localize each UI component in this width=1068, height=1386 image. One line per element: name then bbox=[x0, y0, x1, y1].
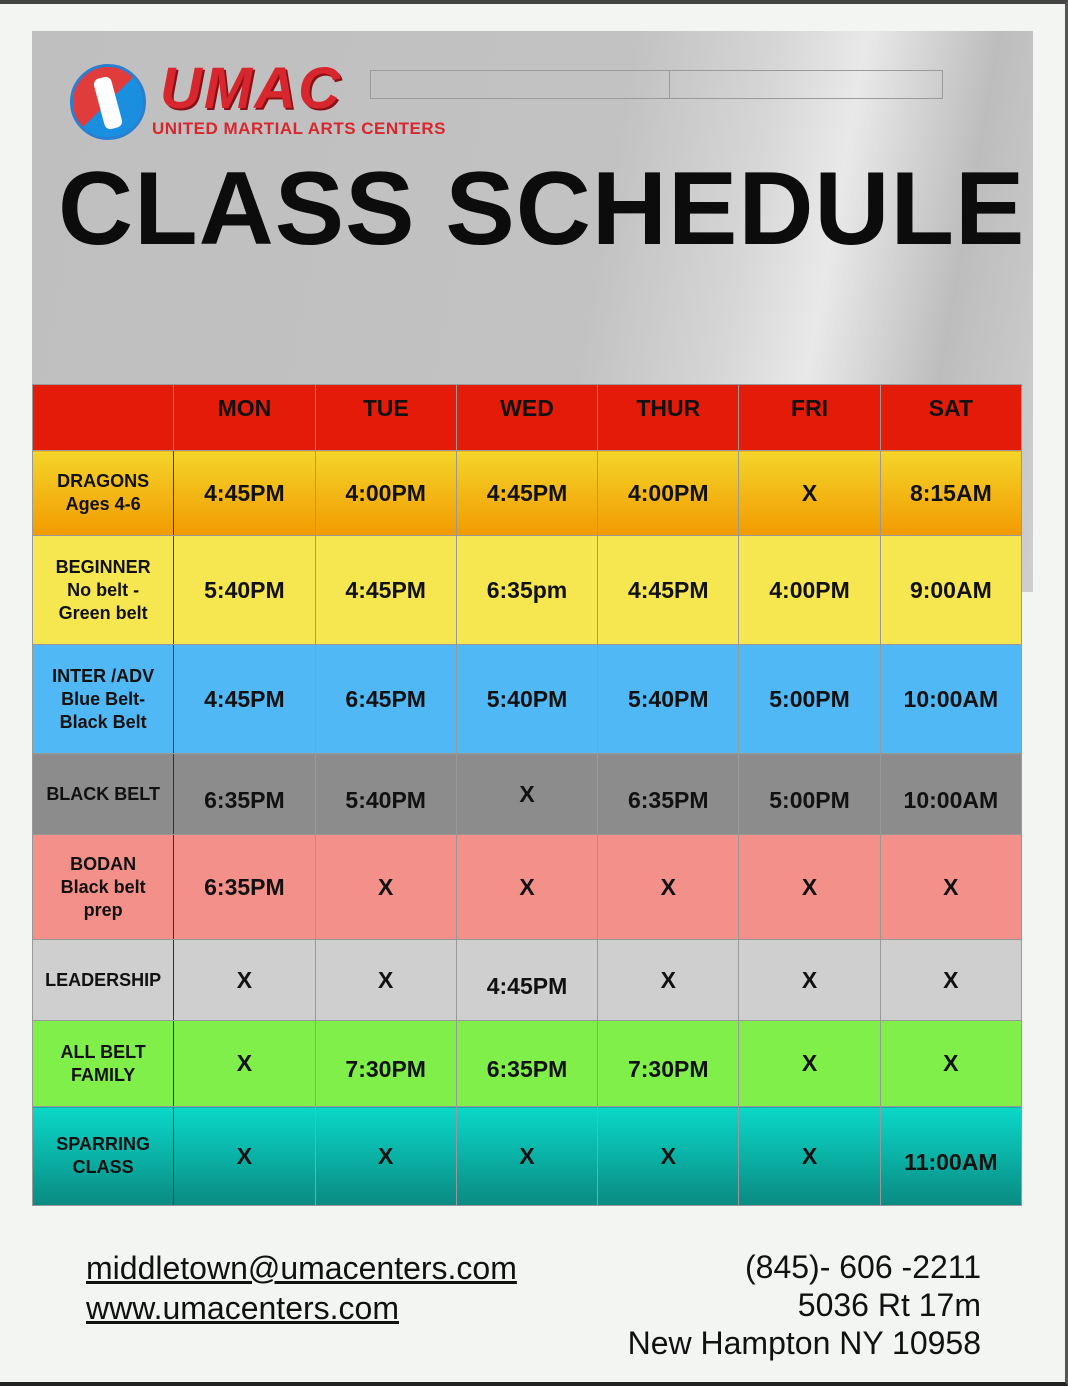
schedule-row bbox=[33, 1107, 1022, 1206]
class-label-line: ALL BELT bbox=[60, 1041, 146, 1062]
class-label bbox=[33, 1107, 174, 1206]
time-cell: 11:00AM bbox=[880, 1107, 1021, 1206]
class-label bbox=[33, 645, 174, 754]
class-label-line: Black belt bbox=[60, 876, 146, 897]
time-cell: X bbox=[880, 835, 1021, 940]
class-label-line: INTER /ADV bbox=[52, 665, 155, 686]
class-label-line: BEGINNER bbox=[55, 556, 151, 577]
time-cell: 4:00PM bbox=[739, 536, 880, 645]
time-cell: X bbox=[174, 1021, 315, 1107]
time-cell: X bbox=[880, 940, 1021, 1021]
time-cell: X bbox=[174, 1107, 315, 1206]
time-cell: X bbox=[456, 1107, 597, 1206]
class-label-line: Black Belt bbox=[59, 711, 147, 732]
time-cell: X bbox=[315, 835, 456, 940]
time-cell: X bbox=[739, 835, 880, 940]
class-label bbox=[33, 1021, 174, 1107]
class-label-line: BLACK BELT bbox=[46, 783, 160, 804]
day-header: THUR bbox=[598, 385, 739, 451]
time-cell: 9:00AM bbox=[880, 536, 1021, 645]
time-cell: 4:45PM bbox=[598, 536, 739, 645]
class-label-line: FAMILY bbox=[70, 1064, 136, 1085]
time-cell: 6:35PM bbox=[598, 754, 739, 835]
time-cell: X bbox=[739, 940, 880, 1021]
time-cell: 4:45PM bbox=[315, 536, 456, 645]
time-cell: 7:30PM bbox=[315, 1021, 456, 1107]
class-label-line: Ages 4-6 bbox=[65, 494, 141, 514]
schedule-table bbox=[32, 384, 1022, 1206]
time-cell: X bbox=[880, 1021, 1021, 1107]
contact-right bbox=[628, 1248, 981, 1362]
time-cell: 4:45PM bbox=[456, 451, 597, 536]
schedule-row bbox=[33, 536, 1022, 645]
corner-cell bbox=[33, 385, 174, 451]
website-link[interactable]: www.umacenters.com bbox=[86, 1290, 399, 1326]
class-label bbox=[33, 536, 174, 645]
schedule-row bbox=[33, 940, 1022, 1021]
time-cell: X bbox=[456, 835, 597, 940]
time-cell: X bbox=[315, 1107, 456, 1206]
time-cell: X bbox=[174, 940, 315, 1021]
time-cell: 4:45PM bbox=[456, 940, 597, 1021]
time-cell: 6:35PM bbox=[174, 835, 315, 940]
time-cell: 5:00PM bbox=[739, 645, 880, 754]
time-cell: 7:30PM bbox=[598, 1021, 739, 1107]
schedule-row bbox=[33, 754, 1022, 835]
time-cell: X bbox=[598, 940, 739, 1021]
class-label bbox=[33, 835, 174, 940]
class-label bbox=[33, 940, 174, 1021]
placeholder-frame bbox=[370, 70, 943, 99]
time-cell: X bbox=[456, 754, 597, 835]
time-cell: 6:35pm bbox=[456, 536, 597, 645]
schedule-row bbox=[33, 645, 1022, 754]
schedule-row bbox=[33, 451, 1022, 536]
time-cell: X bbox=[598, 835, 739, 940]
class-label-line: SPARRING bbox=[56, 1134, 150, 1154]
brand-name: UMAC bbox=[160, 56, 342, 121]
contact-left bbox=[86, 1248, 517, 1328]
class-label-line: Blue Belt- bbox=[61, 688, 146, 709]
time-cell: X bbox=[739, 1107, 880, 1206]
day-header: FRI bbox=[739, 385, 880, 451]
brand-subtitle: UNITED MARTIAL ARTS CENTERS bbox=[152, 119, 446, 138]
day-header: SAT bbox=[880, 385, 1021, 451]
time-cell: 5:40PM bbox=[174, 536, 315, 645]
class-label-line: DRAGONS bbox=[57, 471, 150, 491]
email-link[interactable]: middletown@umacenters.com bbox=[86, 1250, 517, 1286]
schedule-row bbox=[33, 835, 1022, 940]
time-cell: 6:35PM bbox=[456, 1021, 597, 1107]
schedule-row bbox=[33, 1021, 1022, 1107]
class-label-line: CLASS bbox=[72, 1157, 134, 1177]
class-label-line: LEADERSHIP bbox=[45, 969, 162, 990]
class-label bbox=[33, 754, 174, 835]
phone: (845)- 606 -2211 bbox=[745, 1249, 981, 1285]
time-cell: 6:35PM bbox=[174, 754, 315, 835]
time-cell: 10:00AM bbox=[880, 645, 1021, 754]
class-label-line: No belt - bbox=[67, 579, 140, 600]
time-cell: 10:00AM bbox=[880, 754, 1021, 835]
day-header: MON bbox=[174, 385, 315, 451]
time-cell: 5:40PM bbox=[315, 754, 456, 835]
time-cell: 4:00PM bbox=[598, 451, 739, 536]
page-title: CLASS SCHEDULE bbox=[58, 151, 1026, 267]
umac-logo-icon bbox=[70, 64, 146, 140]
class-label-line: Green belt bbox=[58, 602, 148, 623]
class-label bbox=[33, 451, 174, 536]
time-cell: X bbox=[739, 1021, 880, 1107]
class-label-line: prep bbox=[83, 899, 123, 920]
time-cell: 6:45PM bbox=[315, 645, 456, 754]
time-cell: 5:40PM bbox=[456, 645, 597, 754]
day-header: TUE bbox=[315, 385, 456, 451]
time-cell: 4:45PM bbox=[174, 645, 315, 754]
time-cell: 8:15AM bbox=[880, 451, 1021, 536]
time-cell: 4:45PM bbox=[174, 451, 315, 536]
time-cell: X bbox=[598, 1107, 739, 1206]
address-line1: 5036 Rt 17m bbox=[797, 1287, 981, 1323]
time-cell: X bbox=[739, 451, 880, 536]
time-cell: X bbox=[315, 940, 456, 1021]
time-cell: 4:00PM bbox=[315, 451, 456, 536]
time-cell: 5:00PM bbox=[739, 754, 880, 835]
day-header: WED bbox=[456, 385, 597, 451]
class-label-line: BODAN bbox=[70, 853, 137, 874]
address-line2: New Hampton NY 10958 bbox=[627, 1325, 981, 1361]
time-cell: 5:40PM bbox=[598, 645, 739, 754]
